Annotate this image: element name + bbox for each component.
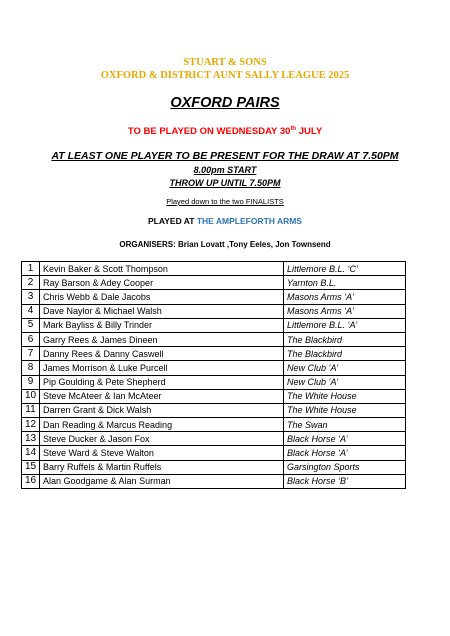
pair-names: Alan Goodgame & Alan Surman (40, 474, 284, 488)
pair-number: 3 (22, 290, 40, 304)
pair-number: 14 (22, 446, 40, 460)
pair-names: Darren Grant & Dick Walsh (40, 403, 284, 417)
pair-number: 1 (22, 262, 40, 276)
table-row (22, 276, 406, 290)
pair-names: Garry Rees & James Dineen (40, 332, 284, 346)
pair-club: Black Horse ‘A’ (284, 446, 406, 460)
pair-names: Dave Naylor & Michael Walsh (40, 304, 284, 318)
event-date (0, 123, 450, 138)
pair-number: 15 (22, 460, 40, 474)
pair-names: Pip Goulding & Pete Shepherd (40, 375, 284, 389)
pair-club: The Swan (284, 418, 406, 432)
pair-number: 4 (22, 304, 40, 318)
pair-number: 10 (22, 389, 40, 403)
pair-names: Steve Ward & Steve Walton (40, 446, 284, 460)
venue-name: THE AMPLEFORTH ARMS (196, 216, 302, 226)
pair-club: Black Horse ‘B’ (284, 474, 406, 488)
venue-prefix: PLAYED AT (148, 216, 197, 226)
pair-number: 11 (22, 403, 40, 417)
start-time: 8.00pm START (193, 165, 257, 175)
pair-names: Ray Barson & Adey Cooper (40, 276, 284, 290)
event-date-prefix: TO BE PLAYED ON WEDNESDAY 30 (127, 126, 291, 138)
pair-club: Black Horse ‘A’ (284, 432, 406, 446)
pair-number: 12 (22, 418, 40, 432)
pair-names: Mark Bayliss & Billy Trinder (40, 318, 284, 332)
sponsor-heading: STUART & SONS (183, 57, 267, 68)
pair-names: James Morrison & Luke Purcell (40, 361, 284, 375)
pair-number: 13 (22, 432, 40, 446)
pair-number: 5 (22, 318, 40, 332)
pair-names: Dan Reading & Marcus Reading (40, 418, 284, 432)
pair-club: The White House (284, 403, 406, 417)
pairs-table (21, 261, 406, 489)
pair-number: 9 (22, 375, 40, 389)
table-row (22, 418, 406, 432)
pair-club: The White House (284, 389, 406, 403)
table-row (22, 318, 406, 332)
pair-number: 2 (22, 276, 40, 290)
pair-club: Garsington Sports (284, 460, 406, 474)
pair-club: Yarnton B.L. (284, 276, 406, 290)
pair-names: Kevin Baker & Scott Thompson (40, 262, 284, 276)
table-row (22, 347, 406, 361)
pair-club: Masons Arms ‘A’ (284, 290, 406, 304)
event-date-suffix: th (290, 126, 297, 132)
draw-notice: AT LEAST ONE PLAYER TO BE PRESENT FOR THE DRAW AT 7.50PM (51, 150, 399, 162)
pair-club: Masons Arms ‘A’ (284, 304, 406, 318)
league-heading: OXFORD & DISTRICT AUNT SALLY LEAGUE 2025 (100, 70, 350, 81)
pair-club: The Blackbird (284, 332, 406, 346)
event-date-month: JULY (296, 126, 323, 138)
pair-names: Barry Ruffels & Martin Ruffels (40, 460, 284, 474)
pairs-table-body (22, 262, 406, 489)
pair-number: 6 (22, 332, 40, 346)
table-row (22, 460, 406, 474)
table-row (22, 375, 406, 389)
table-row (22, 446, 406, 460)
table-row (22, 332, 406, 346)
pair-names: Danny Rees & Danny Caswell (40, 347, 284, 361)
table-row (22, 304, 406, 318)
pair-names: Steve Ducker & Jason Fox (40, 432, 284, 446)
throw-up-time: THROW UP UNTIL 7.50PM (169, 178, 281, 188)
organisers-line: ORGANISERS: Brian Lovatt ,Tony Eeles, Jon Townsend (119, 240, 331, 249)
pair-number: 7 (22, 347, 40, 361)
table-row (22, 262, 406, 276)
pair-names: Chris Webb & Dale Jacobs (40, 290, 284, 304)
pair-club: The Blackbird (284, 347, 406, 361)
pair-club: Littlemore B.L. ‘C’ (284, 262, 406, 276)
played-down-note: Played down to the two FINALISTS (166, 197, 284, 206)
pair-number: 8 (22, 361, 40, 375)
table-row (22, 432, 406, 446)
venue-line (0, 216, 450, 227)
pair-club: Littlemore B.L. ‘A’ (284, 318, 406, 332)
pair-names: Steve McAteer & Ian McAteer (40, 389, 284, 403)
pair-number: 16 (22, 474, 40, 488)
table-row (22, 361, 406, 375)
table-row (22, 403, 406, 417)
page-title: OXFORD PAIRS (170, 95, 280, 111)
pair-club: New Club ‘A’ (284, 361, 406, 375)
table-row (22, 290, 406, 304)
table-row (22, 389, 406, 403)
table-row (22, 474, 406, 488)
pair-club: New Club ‘A’ (284, 375, 406, 389)
